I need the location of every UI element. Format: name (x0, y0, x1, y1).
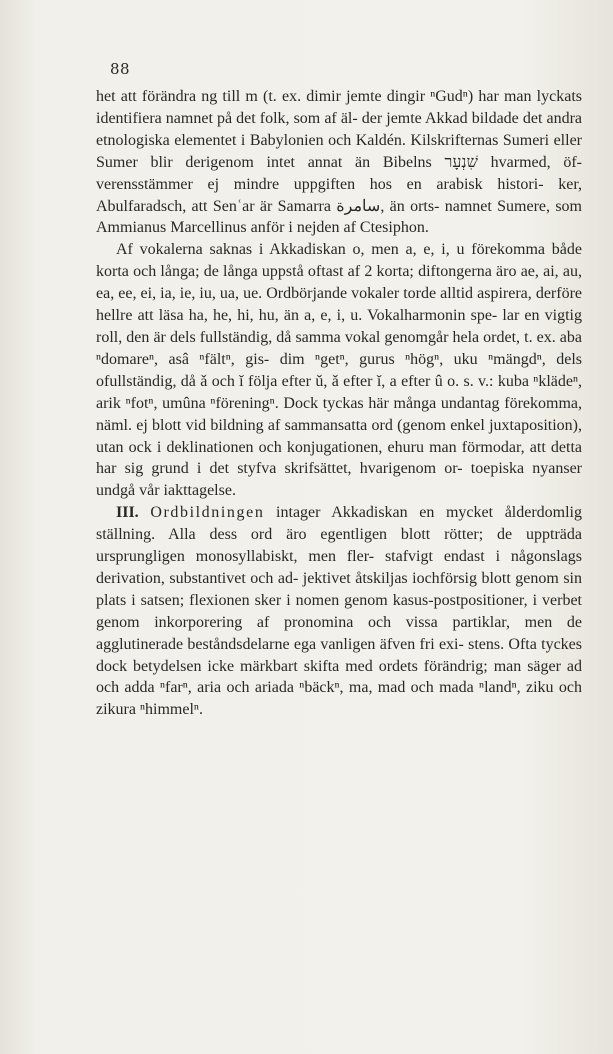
body-text (96, 86, 582, 721)
section-heading-word: Ordbildningen (150, 504, 265, 522)
section-number: III. (116, 504, 139, 522)
page-number: 88 (110, 60, 131, 78)
paragraph-3-text: intager Akkadiskan en mycket ålderdomlig ställning. Alla dess ord äro egentligen blott rötter; de uppträda ursprungligen monosyllabiskt, men fler- stafvigt endast i någonslags derivation, substantivet och ad- jektivet åtskiljas iochförsig blott genom sin plats i satsen; flexionen sker i nomen genom kasus-postpositioner, i verbet genom inkorporering af pronomina och vissa partiklar, men de agglutinerade beståndsdelarne ega vanligen äfven fri exi- stens. Ofta tyckes dock betydelsen icke märkbart skifta med ordets förändrig; man säger ad och adda ⁿfarⁿ, aria och ariada ⁿbäckⁿ, ma, mad och mada ⁿlandⁿ, ziku och zikura ⁿhimmelⁿ. (96, 504, 582, 719)
paragraph-1: het att förändra ng till m (t. ex. dimir jemte dingir ⁿGudⁿ) har man lyckats identifiera namnet på det folk, som af äl- der jemte Akkad bildade det andra etnologiska elementet i Babylonien och Kaldén. Kilskrifternas Sumeri eller Sumer blir derigenom intet annat än Bibelns שִׁנְעָר hvarmed, öf- verensstämmer ej mindre uppgiften hos en arabisk histori- ker, Abulfaradsch, att Senʿar är Samarra سامرة, än orts- namnet Sumere, som Ammianus Marcellinus anför i nejden af Ctesiphon. (96, 88, 582, 237)
paragraph-2: Af vokalerna saknas i Akkadiskan o, men a, e, i, u förekomma både korta och långa; de långa uppstå oftast af 2 korta; diftongerna äro ae, ai, au, ea, ee, ei, ia, ie, iu, ua, ue. Ordbörjande vokaler torde alltid aspirera, derföre hellre att läsa ha, he, hi, hu, än a, e, i, u. Vokalharmonin spe- lar en vigtig roll, den är dels fullständig, då samma vokal genomgår hela ordet, t. ex. aba ⁿdomareⁿ, asâ ⁿfältⁿ, gis- dim ⁿgetⁿ, gurus ⁿhögⁿ, uku ⁿmängdⁿ, dels ofullständig, då ǎ och ǐ följa efter ǔ, ǎ efter ǐ, a efter û o. s. v.: kuba ⁿklädeⁿ, arik ⁿfotⁿ, umûna ⁿföreningⁿ. Dock tyckas här många undantag förekomma, näml. ej blott vid bildning af sammansatta ord (genom enkel juxtaposition), utan ock i deklinationen och konjugationen, ehuru man förmodar, att detta har sig grund i det styfva skrifsättet, hvarigenom or- toepiska nyanser undgå vår iakttagelse. (96, 241, 582, 500)
paragraph-3 (96, 502, 582, 721)
